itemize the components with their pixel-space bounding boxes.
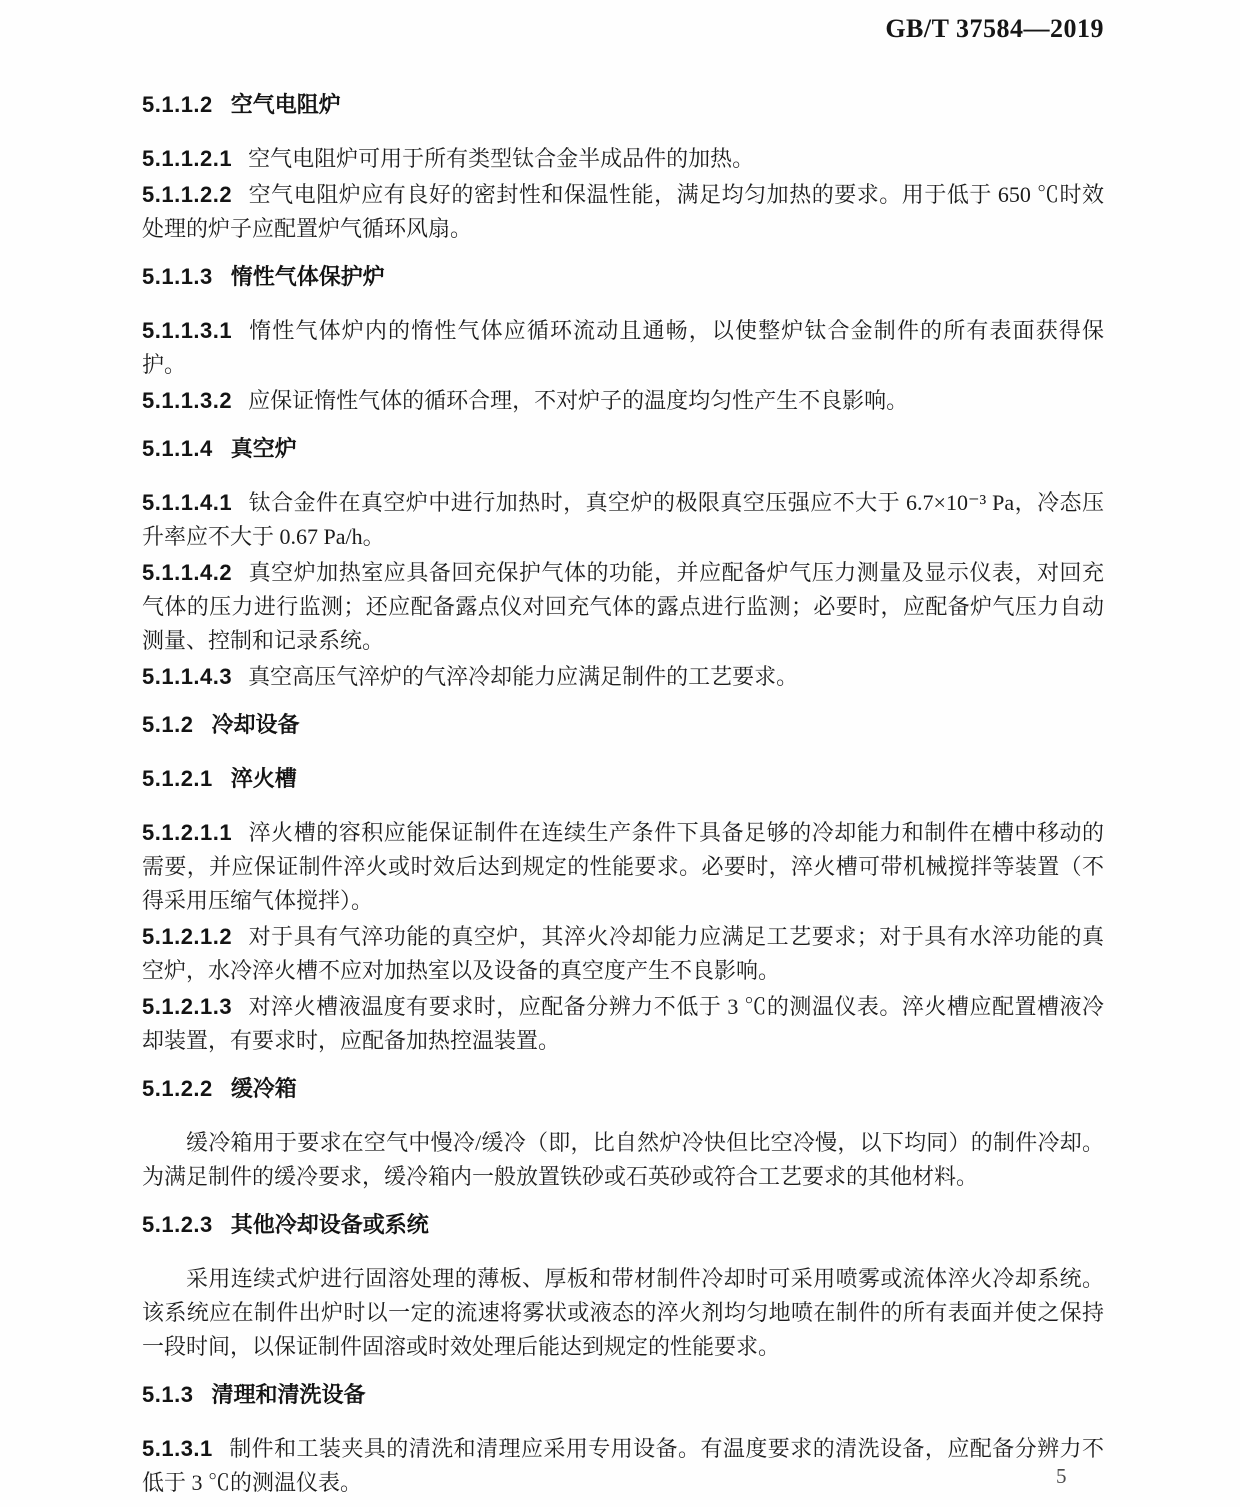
section-number: 5.1.2.1 — [142, 766, 213, 791]
section-heading-5114 — [142, 432, 1104, 466]
section-number: 5.1.2 — [142, 712, 194, 737]
body-paragraph: 缓冷箱用于要求在空气中慢冷/缓冷（即，比自然炉冷快但比空冷慢，以下均同）的制件冷却。为满足制件的缓冷要求，缓冷箱内一般放置铁砂或石英砂或符合工艺要求的其他材料。 — [142, 1130, 1104, 1189]
clause-number: 5.1.2.1.1 — [142, 820, 233, 845]
clause-51212 — [142, 920, 1104, 988]
clause-number: 5.1.1.4.1 — [142, 490, 233, 515]
section-title: 惰性气体保护炉 — [230, 264, 385, 289]
section-heading-513 — [142, 1378, 1104, 1412]
clause-text: 应保证惰性气体的循环合理，不对炉子的温度均匀性产生不良影响。 — [248, 388, 909, 413]
clause-51143 — [142, 660, 1104, 694]
clause-text: 对于具有气淬功能的真空炉，其淬火冷却能力应满足工艺要求；对于具有水淬功能的真空炉，水冷淬火槽不应对加热室以及设备的真空度产生不良影响。 — [142, 924, 1104, 983]
clause-51122 — [142, 178, 1104, 246]
section-title: 冷却设备 — [211, 712, 300, 737]
clause-51121 — [142, 142, 1104, 176]
section-heading-5123 — [142, 1208, 1104, 1242]
clause-text: 钛合金件在真空炉中进行加热时，真空炉的极限真空压强应不大于 6.7×10⁻³ Pa，冷态压升率应不大于 0.67 Pa/h。 — [142, 490, 1104, 549]
section-heading-5113 — [142, 260, 1104, 294]
clause-number: 5.1.1.4.2 — [142, 560, 233, 585]
clause-number: 5.1.1.2.1 — [142, 146, 233, 171]
section-heading-5121 — [142, 762, 1104, 796]
clause-text: 制件和工装夹具的清洗和清理应采用专用设备。有温度要求的清洗设备，应配备分辨力不低于 3 ℃的测温仪表。 — [142, 1436, 1104, 1495]
clause-text: 真空高压气淬炉的气淬冷却能力应满足制件的工艺要求。 — [248, 664, 799, 689]
body-paragraph: 采用连续式炉进行固溶处理的薄板、厚板和带材制件冷却时可采用喷雾或流体淬火冷却系统。该系统应在制件出炉时以一定的流速将雾状或液态的淬火剂均匀地喷在制件的所有表面并使之保持一段时间，以保证制件固溶或时效处理后能达到规定的性能要求。 — [142, 1266, 1104, 1359]
clause-text: 惰性气体炉内的惰性气体应循环流动且通畅，以使整炉钛合金制件的所有表面获得保护。 — [142, 318, 1104, 377]
section-number: 5.1.3 — [142, 1382, 194, 1407]
clause-51141 — [142, 486, 1104, 554]
clause-51213 — [142, 990, 1104, 1058]
clause-number: 5.1.1.3.2 — [142, 388, 233, 413]
section-number: 5.1.1.3 — [142, 264, 213, 289]
section-title: 空气电阻炉 — [230, 92, 341, 117]
clause-51142 — [142, 556, 1104, 658]
section-title: 其他冷却设备或系统 — [230, 1212, 429, 1237]
clause-number: 5.1.1.4.3 — [142, 664, 233, 689]
section-number: 5.1.2.2 — [142, 1076, 213, 1101]
clause-text: 空气电阻炉可用于所有类型钛合金半成品件的加热。 — [248, 146, 755, 171]
section-title: 真空炉 — [230, 436, 297, 461]
clause-5131 — [142, 1432, 1104, 1500]
section-heading-5122 — [142, 1072, 1104, 1106]
clause-number: 5.1.2.1.3 — [142, 994, 233, 1019]
clause-number: 5.1.2.1.2 — [142, 924, 233, 949]
clause-text: 真空炉加热室应具备回充保护气体的功能，并应配备炉气压力测量及显示仪表，对回充气体的压力进行监测；还应配备露点仪对回充气体的露点进行监测；必要时，应配备炉气压力自动测量、控制和记录系统。 — [142, 560, 1104, 653]
clause-51132 — [142, 384, 1104, 418]
section-number: 5.1.1.2 — [142, 92, 213, 117]
section-title: 清理和清洗设备 — [211, 1382, 366, 1407]
clause-text: 对淬火槽液温度有要求时，应配备分辨力不低于 3 ℃的测温仪表。淬火槽应配置槽液冷却装置，有要求时，应配备加热控温装置。 — [142, 994, 1104, 1053]
section-heading-512 — [142, 708, 1104, 742]
clause-51211 — [142, 816, 1104, 918]
clause-number: 5.1.1.2.2 — [142, 182, 233, 207]
standard-number-header: GB/T 37584—2019 — [885, 14, 1104, 43]
section-number: 5.1.2.3 — [142, 1212, 213, 1237]
section-heading-5112 — [142, 88, 1104, 122]
section-title: 淬火槽 — [230, 766, 297, 791]
clause-51131 — [142, 314, 1104, 382]
page-number: 5 — [1056, 1464, 1067, 1488]
clause-text: 淬火槽的容积应能保证制件在连续生产条件下具备足够的冷却能力和制件在槽中移动的需要，并应保证制件淬火或时效后达到规定的性能要求。必要时，淬火槽可带机械搅拌等装置（不得采用压缩气体搅拌）。 — [142, 820, 1104, 913]
clause-number: 5.1.3.1 — [142, 1436, 213, 1461]
document-body — [142, 74, 1104, 1502]
clause-number: 5.1.1.3.1 — [142, 318, 233, 343]
section-title: 缓冷箱 — [230, 1076, 297, 1101]
section-number: 5.1.1.4 — [142, 436, 213, 461]
clause-text: 空气电阻炉应有良好的密封性和保温性能，满足均匀加热的要求。用于低于 650 ℃时效处理的炉子应配置炉气循环风扇。 — [142, 182, 1104, 241]
